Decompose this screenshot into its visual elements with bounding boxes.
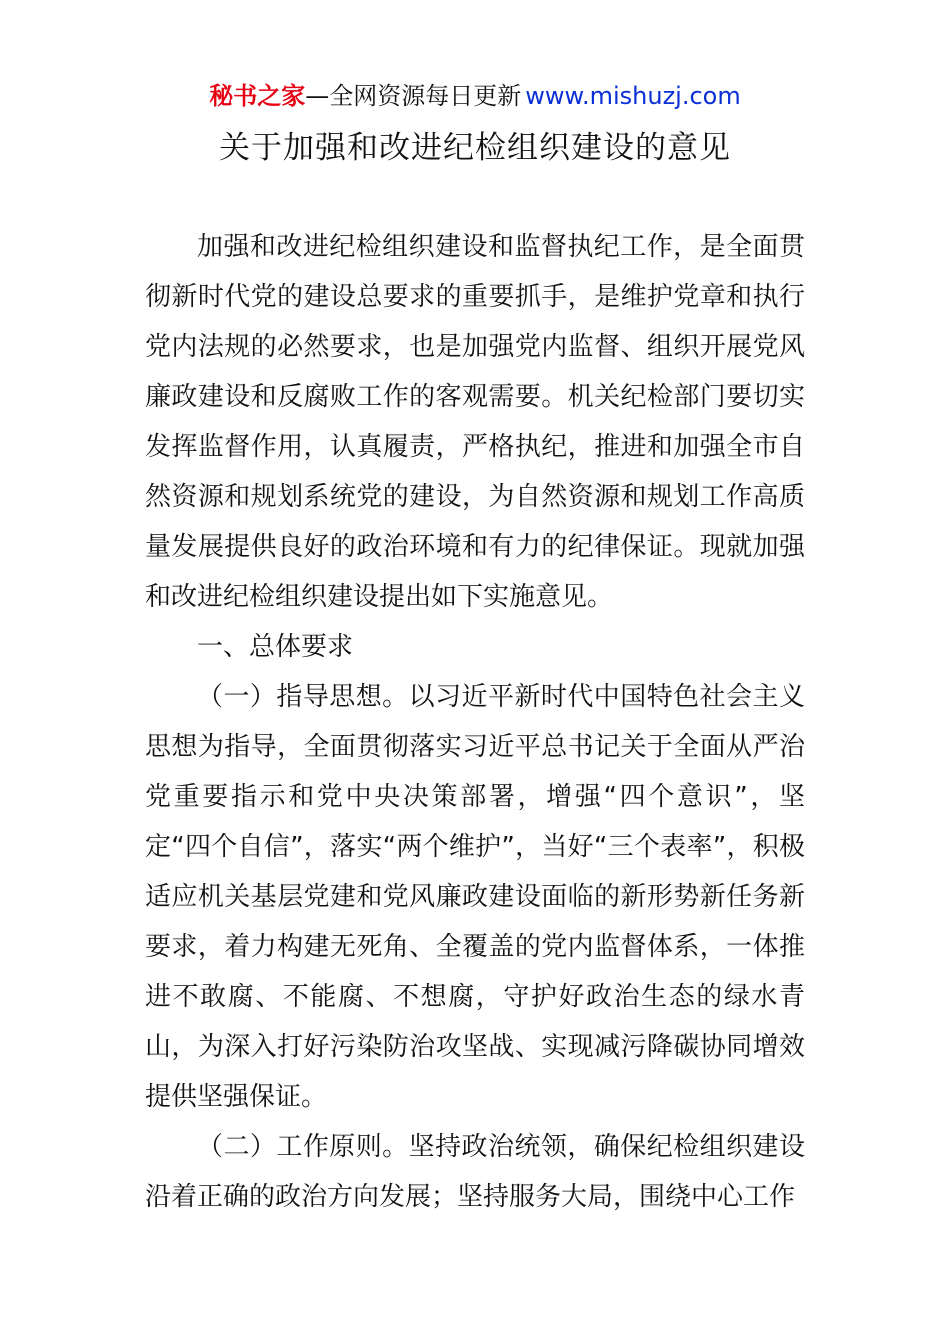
document-title: 关于加强和改进纪检组织建设的意见 [219, 130, 731, 166]
document-body [145, 222, 805, 1222]
site-header [0, 80, 950, 112]
working-principles-paragraph: （二）工作原则。坚持政治统领，确保纪检组织建设沿着正确的政治方向发展；坚持服务大局，围绕中心工作 [145, 1132, 805, 1212]
site-slogan: —全网资源每日更新 [305, 82, 522, 110]
section-heading-general-requirements: 一、总体要求 [197, 632, 354, 662]
intro-paragraph: 加强和改进纪检组织建设和监督执纪工作，是全面贯彻新时代党的建设总要求的重要抓手，是维护党章和执行党内法规的必然要求，也是加强党内监督、组织开展党风廉政建设和反腐败工作的客观需要。机关纪检部门要切实发挥监督作用，认真履责，严格执纪，推进和加强全市自然资源和规划系统党的建设，为自然资源和规划工作高质量发展提供良好的政治环境和有力的纪律保证。现就加强和改进纪检组织建设提出如下实施意见。 [145, 232, 805, 612]
site-url-link[interactable]: www.mishuzj.com [525, 82, 741, 110]
guiding-ideology-paragraph: （一）指导思想。以习近平新时代中国特色社会主义思想为指导，全面贯彻落实习近平总书记关于全面从严治党重要指示和党中央决策部署，增强“四个意识”，坚定“四个自信”，落实“两个维护”，当好“三个表率”，积极适应机关基层党建和党风廉政建设面临的新形势新任务新要求，着力构建无死角、全覆盖的党内监督体系，一体推进不敢腐、不能腐、不想腐，守护好政治生态的绿水青山，为深入打好污染防治攻坚战、实现减污降碳协同增效提供坚强保证。 [145, 682, 805, 1112]
site-name: 秘书之家 [209, 82, 306, 110]
